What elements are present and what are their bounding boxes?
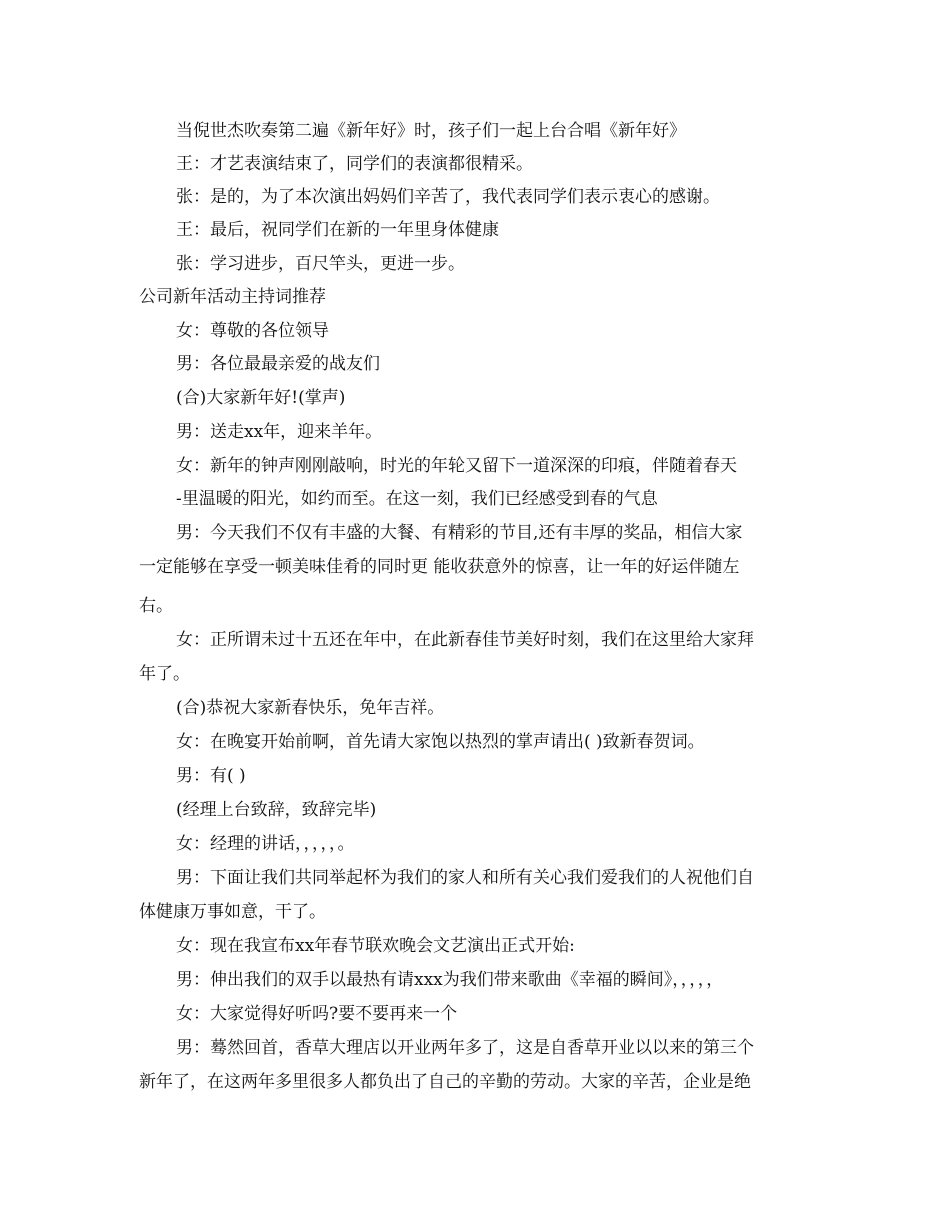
text-line: 张：学习进步，百尺竿头，更进一步。 [176,254,465,274]
text-line: 女：经理的讲话，，，，，。 [176,834,355,854]
text-line: 张：是的，为了本次演出妈妈们辛苦了，我代表同学们表示衷心的感谢。 [176,187,720,207]
text-line: 一定能够在享受一顿美味佳肴的同时更 能收获意外的惊喜，让一年的好运伴随左 [139,557,740,577]
text-line: 女：在晚宴开始前啊，首先请大家饱以热烈的掌声请出( )致新春贺词。 [176,732,705,752]
text-line: 男：今天我们不仅有丰盛的大餐、有精彩的节目,还有丰厚的奖品，相信大家 [176,523,743,543]
text-line: 女：正所谓未过十五还在年中，在此新春佳节美好时刻，我们在这里给大家拜 [176,630,754,650]
text-line: (合)大家新年好!(掌声) [176,388,346,408]
text-line: 男：各位最最亲爱的战友们 [176,354,380,374]
text-line: 当倪世杰吹奏第二遍《新年好》时，孩子们一起上台合唱《新年好》 [176,121,686,141]
text-line: 体健康万事如意，干了。 [139,902,326,922]
text-line: 男：蓦然回首，香草大理店以开业两年多了，这是自香草开业以以来的第三个 [176,1038,754,1058]
text-line: 右。 [139,596,173,616]
text-line: 女：尊敬的各位领导 [176,321,329,341]
text-line: 年了。 [139,664,190,684]
section-heading: 公司新年活动主持词推荐 [139,287,326,307]
text-line: 男：有( ) [176,766,246,786]
text-line: 女：大家觉得好听吗?要不要再来一个 [176,1004,458,1024]
text-line: 王：才艺表演结束了，同学们的表演都很精采。 [176,154,533,174]
text-line: (经理上台致辞，致辞完毕) [176,800,377,820]
text-line: 王：最后，祝同学们在新的一年里身体健康 [176,220,499,240]
text-line: 男：下面让我们共同举起杯为我们的家人和所有关心我们爱我们的人祝他们自 [176,868,754,888]
text-line: 男：送走xx年，迎来羊年。 [176,422,383,442]
text-line: 女：现在我宣布xx年春节联欢晚会文艺演出正式开始: [176,936,575,956]
text-line: (合)恭祝大家新春快乐，免年吉祥。 [176,698,445,718]
text-line: 男：伸出我们的双手以最热有请xxx为我们带来歌曲《幸福的瞬间》，，，，， [176,970,724,990]
text-line: 女：新年的钟声刚刚敲响，时光的年轮又留下一道深深的印痕，伴随着春天 [176,456,737,476]
text-line: 新年了，在这两年多里很多人都负出了自己的辛勤的劳动。大家的辛苦，企业是绝 [139,1072,751,1092]
text-line: -里温暖的阳光，如约而至。在这一刻，我们已经感受到春的气息 [176,489,658,509]
